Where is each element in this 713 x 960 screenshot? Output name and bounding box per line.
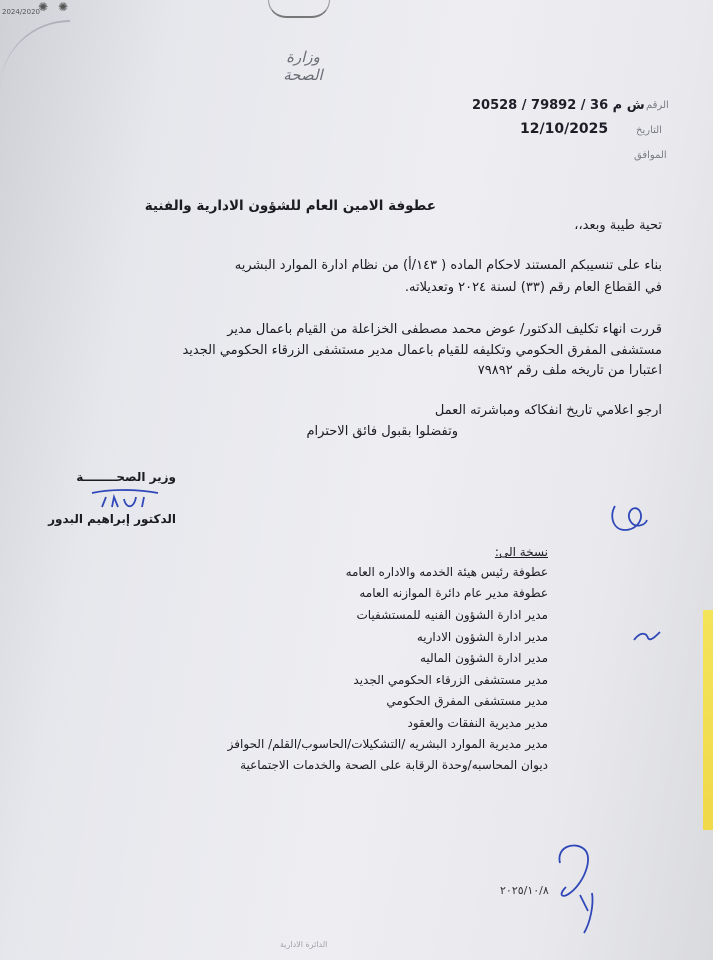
copy-item: مدير مستشفى الزرقاء الحكومي الجديد [353,673,548,687]
copy-item: مدير ادارة الشؤون الفنيه للمستشفيات [356,608,548,622]
yellow-paper-edge [703,610,713,830]
copy-item: عطوفة مدير عام دائرة الموازنه العامه [359,586,548,600]
para2-line3: اعتبارا من تاريخه ملف رقم ٧٩٨٩٢ [477,363,662,378]
addressee: عطوفة الامين العام للشؤون الادارية والفنية [144,198,436,214]
handwritten-initials [540,835,610,935]
signature-scribble [90,485,160,515]
copy-item: مدير مديرية الموارد البشريه /التشكيلات/الحاسوب/القلم/ الحوافز [227,737,548,751]
top-left-year-mark: 2024/2020 [2,8,40,16]
greeting: تحية طيبة وبعد،، [574,218,662,233]
date-label: التاريخ [636,125,662,136]
ministry-name: وزارة الصحة [283,48,323,84]
corresponding-label: الموافق [634,150,667,161]
copy-item: مدير ادارة الشؤون الاداريه [416,630,548,644]
handwritten-tick-mark [632,628,662,644]
handwritten-initial-mark [605,500,650,538]
para1-line1: بناء على تنسيبكم المستند لاحكام الماده ( ١٤٣/أ) من نظام ادارة الموارد البشريه [234,258,662,273]
handwritten-date: ٢٠٢٥/١٠/٨ [500,884,549,897]
signatory-title: وزير الصحــــــــة [76,470,176,484]
faint-stamp-text: الدائرة الادارية [280,940,328,949]
ref-number: 20528 / 79892 / 36 ش م [472,98,645,113]
copy-item: مدير مديرية النفقات والعقود [407,716,548,730]
copies-heading: نسخة الى: [494,545,548,559]
para1-line2: في القطاع العام رقم (٣٣) لسنة ٢٠٢٤ وتعديلاته. [404,280,662,295]
copy-item: عطوفة رئيس هيئة الخدمه والاداره العامه [345,565,548,579]
para2-line2: مستشفى المفرق الحكومي وتكليفه للقيام باعمال مدير مستشفى الزرقاء الحكومي الجديد [182,343,662,358]
copy-item: مدير ادارة الشؤون الماليه [419,651,548,665]
para2-line1: قررت انهاء تكليف الدكتور/ عوض محمد مصطفى الخزاعلة من القيام باعمال مدير [227,322,662,337]
copy-item: مدير مستشفى المفرق الحكومي [386,694,548,708]
emblem-star-icon: ✺ [38,0,49,14]
closing-request: ارجو اعلامي تاريخ انفكاكه ومباشرته العمل [434,403,662,418]
copy-item: ديوان المحاسبه/وحدة الرقابة على الصحة والخدمات الاجتماعية [240,758,548,772]
closing-regards: وتفضلوا بقبول فائق الاحترام [306,424,458,439]
signatory-name: الدكتور إبراهيم البدور [48,512,176,526]
emblem-star-icon: ✺ [58,0,69,14]
ref-label: الرقم [646,100,669,111]
letter-date: 12/10/2025 [520,121,609,137]
